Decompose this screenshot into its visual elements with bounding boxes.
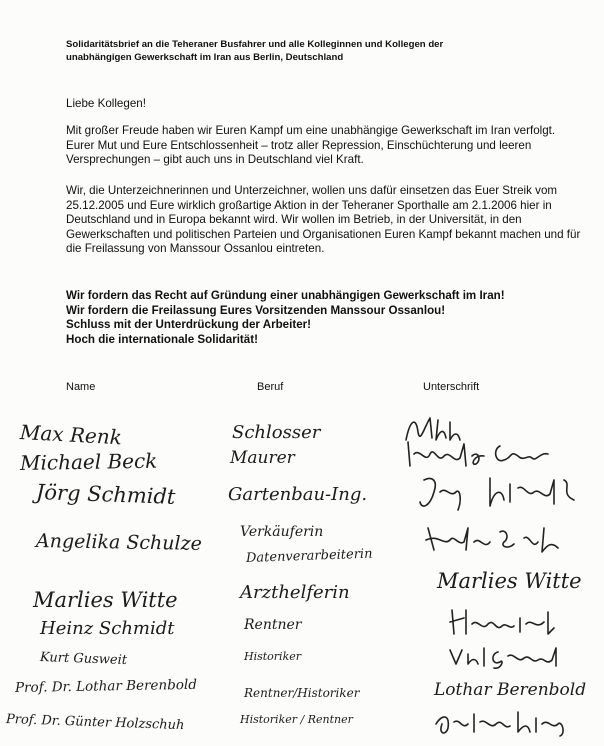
signature-6-text: Marlies Witte xyxy=(437,569,582,593)
beruf-7: Rentner xyxy=(244,617,302,633)
name-1: Max Renk xyxy=(19,420,123,450)
header-name: Name xyxy=(66,381,96,393)
signature-10 xyxy=(430,704,580,738)
signature-4 xyxy=(420,520,570,560)
heading-line-1: Solidaritätsbrief an die Teheraner Busfahrer und alle Kolleginnen und Kollegen der xyxy=(66,39,444,50)
name-3: Jörg Schmidt xyxy=(35,480,176,509)
signature-8 xyxy=(444,640,579,670)
demand-2: Wir fordern die Freilassung Eures Vorsitzenden Manssour Ossanlou! xyxy=(66,303,446,317)
paragraph-2: Wir, die Unterzeichnerinnen und Unterzeichner, wollen uns dafür einsetzen das Euer Streik vom 25.12.2005 und Eure wirklich großartige Aktion in der Teheraner Sporthalle am 2.1.2006 hier in Deutschland und in Europa bekannt wird. Wir wollen im Betrieb, in der Universität, in den Gewerkschaften und politischen Parteien und Organisationen Euren Kampf bekannt machen und für die Freilassung von Manssour Ossanlou eintreten. xyxy=(66,184,581,256)
header-beruf: Beruf xyxy=(257,381,284,393)
letter-heading xyxy=(66,38,576,64)
beruf-2: Maurer xyxy=(230,448,295,468)
heading-line-2: unabhängigen Gewerkschaft im Iran aus Berlin, Deutschland xyxy=(66,52,344,63)
signature-9-text: Lothar Berenbold xyxy=(434,680,587,700)
name-9: Prof. Dr. Lothar Berenbold xyxy=(14,676,198,696)
signature-3 xyxy=(414,470,589,518)
beruf-3: Gartenbau-Ing. xyxy=(228,484,368,505)
header-unterschrift: Unterschrift xyxy=(423,381,480,393)
demands-block xyxy=(66,289,586,347)
beruf-1: Schlosser xyxy=(232,422,321,443)
paragraph-1: Mit großer Freude haben wir Euren Kampf um eine unabhängige Gewerkschaft im Iran verfolgt. Eurer Mut und Eure Entschlossenheit – trotz aller Repression, Einschüchterung und leeren Versprechungen – gibt auch uns in Deutschland viel Kraft. xyxy=(66,124,556,167)
beruf-8: Historiker xyxy=(244,650,302,663)
beruf-4: Verkäuferin xyxy=(240,524,324,540)
beruf-10: Historiker / Rentner xyxy=(240,713,353,726)
beruf-9: Rentner/Historiker xyxy=(244,686,360,700)
name-8: Kurt Gusweit xyxy=(39,650,128,669)
demand-1: Wir fordern das Recht auf Gründung einer unabhängigen Gewerkschaft im Iran! xyxy=(66,289,505,302)
name-4: Angelika Schulze xyxy=(35,530,203,555)
signature-7 xyxy=(444,604,564,640)
demand-3: Schluss mit der Unterdrückung der Arbeiter! xyxy=(66,318,312,332)
name-7: Heinz Schmidt xyxy=(40,618,175,639)
beruf-5: Datenverarbeiterin xyxy=(245,546,373,566)
name-10: Prof. Dr. Günter Holzschuh xyxy=(5,712,185,734)
name-6: Marlies Witte xyxy=(33,588,178,612)
greeting: Liebe Kollegen! xyxy=(66,97,146,110)
demand-4: Hoch die internationale Solidarität! xyxy=(66,332,258,346)
beruf-6: Arzthelferin xyxy=(240,582,350,603)
signature-2 xyxy=(400,436,580,472)
name-2: Michael Beck xyxy=(19,448,158,475)
